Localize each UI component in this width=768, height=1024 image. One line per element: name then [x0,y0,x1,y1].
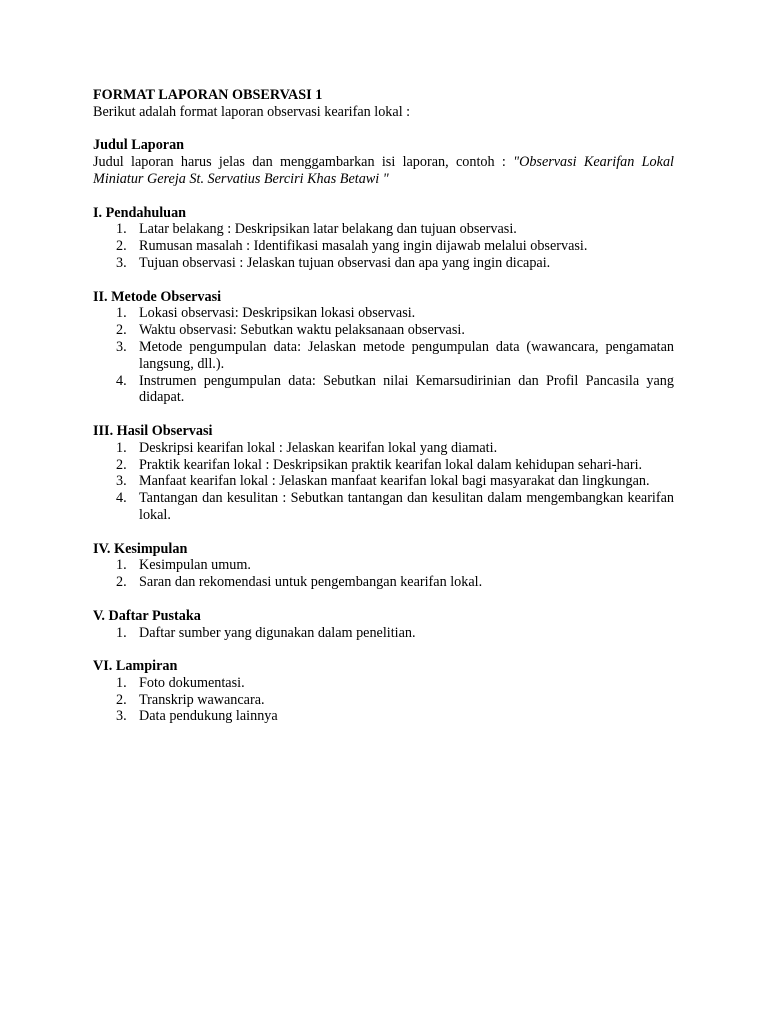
section-list [93,221,674,271]
list-item [93,490,674,524]
list-item [93,238,674,255]
item-number: 2. [116,691,127,708]
item-text: Lokasi observasi: Deskripsikan lokasi observasi. [139,305,416,322]
list-item [93,473,674,490]
document-title: FORMAT LAPORAN OBSERVASI 1 [93,87,323,103]
list-item [93,322,674,339]
section-list [93,625,674,642]
item-number: 4. [116,372,127,389]
judul-heading: Judul Laporan [93,137,185,154]
item-text: Metode pengumpulan data: Jelaskan metode pengumpulan data (wawancara, pengamatan langsung, dll.). [139,338,674,372]
item-text: Kesimpulan umum. [139,557,251,574]
judul-text: Judul laporan harus jelas dan menggambarkan isi laporan, contoh : [93,154,514,171]
section-heading: V. Daftar Pustaka [93,607,201,624]
item-number: 1. [116,221,127,238]
list-item [93,255,674,272]
judul-example: "Observasi Kearifan Lokal Miniatur Gereja St. Servatius Berciri Khas Betawi " [93,154,674,187]
document-page [93,87,674,742]
list-item [93,625,674,642]
list-item [93,373,674,407]
item-number: 1. [116,674,127,691]
section-list [93,305,674,406]
list-item [93,692,674,709]
list-item [93,557,674,574]
list-item [93,675,674,692]
list-item [93,221,674,238]
item-text: Daftar sumber yang digunakan dalam penelitian. [139,624,416,641]
list-item [93,708,674,725]
item-number: 4. [116,490,127,507]
item-number: 2. [116,322,127,339]
item-text: Praktik kearifan lokal : Deskripsikan praktik kearifan lokal dalam kehidupan sehari-hari. [139,456,643,473]
item-number: 1. [116,439,127,456]
list-item [93,305,674,322]
section-heading: IV. Kesimpulan [93,540,188,557]
section-list [93,675,674,725]
item-text: Tujuan observasi : Jelaskan tujuan observasi dan apa yang ingin dicapai. [139,254,551,271]
item-number: 3. [116,473,127,490]
list-item [93,574,674,591]
item-text: Rumusan masalah : Identifikasi masalah yang ingin dijawab melalui observasi. [139,238,588,255]
list-item [93,440,674,457]
item-number: 2. [116,456,127,473]
item-number: 3. [116,338,127,355]
item-text: Manfaat kearifan lokal : Jelaskan manfaat kearifan lokal bagi masyarakat dan lingkungan. [139,473,650,490]
item-text: Latar belakang : Deskripsikan latar belakang dan tujuan observasi. [139,221,517,238]
section-heading: VI. Lampiran [93,658,178,675]
item-number: 3. [116,254,127,271]
list-item [93,457,674,474]
item-number: 1. [116,305,127,322]
item-text: Tantangan dan kesulitan : Sebutkan tantangan dan kesulitan dalam mengembangkan kearifan lokal. [139,490,674,523]
item-text: Transkrip wawancara. [139,691,265,708]
item-text: Foto dokumentasi. [139,674,245,691]
item-text: Instrumen pengumpulan data: Sebutkan nilai Kemarsudirinian dan Profil Pancasila yang didapat. [139,372,674,406]
intro-text: Berikut adalah format laporan observasi kearifan lokal : [93,103,411,120]
item-number: 3. [116,708,127,725]
item-number: 1. [116,557,127,574]
judul-paragraph [93,154,674,188]
item-text: Data pendukung lainnya [139,708,278,725]
section-heading: II. Metode Observasi [93,288,222,305]
list-item [93,339,674,373]
item-text: Saran dan rekomendasi untuk pengembangan kearifan lokal. [139,574,483,591]
item-number: 1. [116,624,127,641]
section-heading: I. Pendahuluan [93,204,187,221]
item-number: 2. [116,574,127,591]
item-number: 2. [116,238,127,255]
section-heading: III. Hasil Observasi [93,422,213,439]
item-text: Deskripsi kearifan lokal : Jelaskan kearifan lokal yang diamati. [139,439,498,456]
section-list [93,440,674,524]
section-list [93,557,674,591]
item-text: Waktu observasi: Sebutkan waktu pelaksanaan observasi. [139,322,465,339]
